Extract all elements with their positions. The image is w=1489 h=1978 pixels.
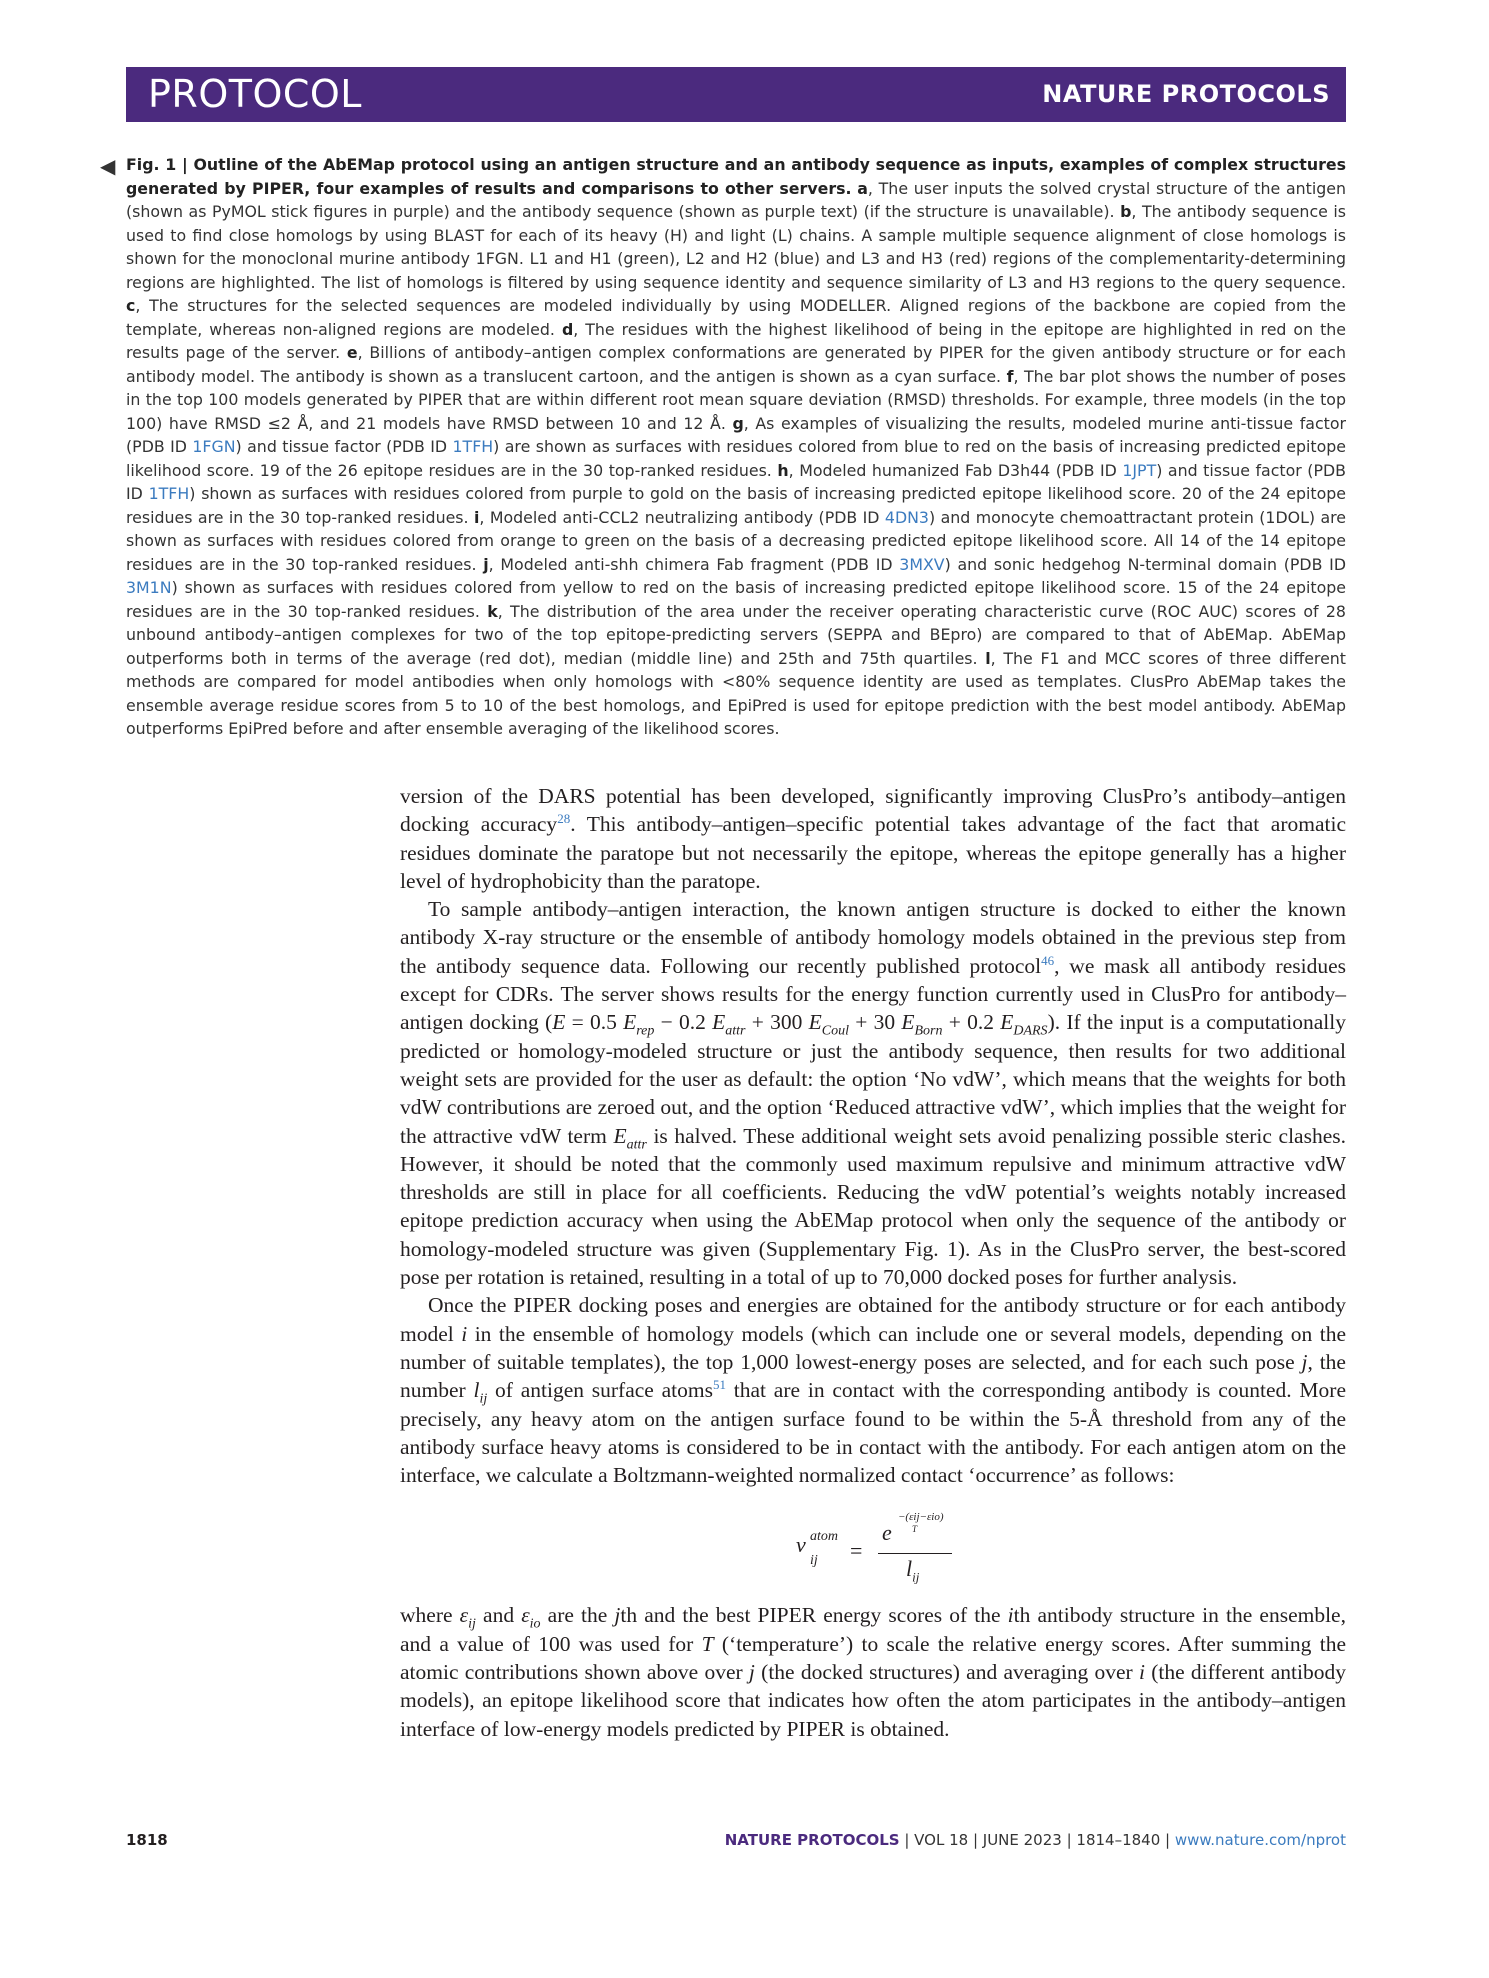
- caption-c: , The structures for the selected sequences are modeled individually by using MODELLER. Aligned regions of the backbone are copied from the template, whereas non-aligned regions are modeled.: [126, 296, 1346, 339]
- caption-h-2: ) and tissue factor (PDB ID: [126, 460, 1346, 503]
- main-body-text: [400, 782, 1346, 1743]
- panel-label-i: i: [473, 507, 480, 527]
- p1-text: version of the DARS potential has been developed, significantly improving ClusPro’s antibody–antigen docking accuracy: [400, 784, 1346, 837]
- equals-sign: =: [850, 1538, 863, 1564]
- caption-j-3: ) shown as surfaces with residues colored from yellow to red on the basis of increasing predicted epitope likelihood score. 15 of the 24 epitope residues are in the 30 top-ranked residues.: [126, 578, 1346, 621]
- panel-label-e: e: [346, 343, 358, 362]
- panel-label-d: d: [561, 319, 574, 339]
- caption-h-3: ) shown as surfaces with residues colored from purple to gold on the basis of increasing predicted epitope likelihood score. 20 of the 24 epitope residues are in the 30 top-ranked residues.: [126, 484, 1346, 527]
- panel-label-h: h: [777, 460, 789, 480]
- caption-g-3: ) are shown as surfaces with residues colored from blue to red on the basis of increasing predicted epitope likelihood score. 19 of the 26 epitope residues are in the 30 top-ranked residues.: [126, 437, 1347, 480]
- panel-label-g: g: [732, 413, 744, 433]
- figure-title: Outline of the AbEMap protocol using an antigen structure and an antibody sequence as inputs, examples of complex structures generated by PIPER, four examples of results and comparisons to other servers.: [126, 155, 1346, 198]
- energy-equation-inline: E = 0.5 $E_{rep} - 0.2$ $E_{attr} + 300$ $E_{Coul} + 30$ $E_{Born} + 0.2$ $E_{DARS}$: [552, 1010, 1048, 1039]
- symbol-l-sub: ij: [479, 1391, 488, 1407]
- panel-label-b: b: [1120, 202, 1132, 221]
- boltzmann-equation: [400, 1503, 1346, 1587]
- equation-lhs: v atom ij: [796, 1529, 838, 1569]
- panel-label-a: a: [857, 178, 868, 198]
- caption-g: , As examples of visualizing the results, modeled murine anti-tissue factor (PDB ID: [126, 413, 1346, 456]
- caption-j-2: ) and sonic hedgehog N-terminal domain (PDB ID: [944, 554, 1346, 574]
- fraction-line: [878, 1553, 952, 1554]
- caption-j: , Modeled anti-shh chimera Fab fragment (PDB ID: [488, 554, 900, 574]
- p3-text-2: in the ensemble of homology models (which can include one or several models, depending on the number of suitable templates), the top 1,000 lowest-energy poses are selected, and for each such pose: [400, 1321, 1346, 1374]
- panel-label-l: l: [985, 648, 991, 668]
- footer-volume: | VOL 18 | JUNE 2023 | 1814–1840 |: [899, 1831, 1175, 1849]
- header-bar: [126, 67, 1346, 122]
- caption-k: , The distribution of the area under the receiver operating characteristic curve (ROC AUC) scores of 28 unbound antibody–antigen complexes for two of the top epitope-predicting servers (SEPPA and BEpro) are compared to that of AbEMap. AbEMap outperforms both in terms of the average (red dot), median (middle line) and 25th and 75th quartiles.: [126, 601, 1346, 668]
- paragraph-4: where $\varepsilon_{ij}$ and $\varepsilon_{io}$ are the jth and the best PIPER energy scores of the ith antibody structure in the ensemble, and a value of 100 was used for T (‘temperature’) to scale the relative energy scores. After summing the atomic contributions shown above over j (the docked structures) and averaging over i (the different antibody models), an epitope likelihood score that indicates how often the atom participates in the antibody–antigen interface of low-energy models predicted by PIPER is obtained.: [400, 1603, 1346, 1741]
- eattr-sub: attr: [626, 1136, 647, 1152]
- caption-l: , The F1 and MCC scores of three different methods are compared for model antibodies when only homologs with <80% sequence identity are used as templates. ClusPro AbEMap takes the ensemble average residue scores from 5 to 10 of the best homologs, and EpiPred is used for epitope prediction with the best model antibody. AbEMap outperforms EpiPred before and after ensemble averaging of the likelihood scores.: [126, 648, 1346, 738]
- eattr-symbol: E: [613, 1123, 627, 1148]
- pdb-link-1fgn[interactable]: 1FGN: [192, 437, 236, 456]
- exponential-e: e: [882, 1520, 892, 1546]
- reference-46[interactable]: 46: [1041, 952, 1055, 968]
- pdb-link-1tfh-2[interactable]: 1TFH: [148, 484, 190, 503]
- exponent-denominator: T: [912, 1524, 918, 1535]
- symbol-i: i: [461, 1321, 468, 1346]
- paragraph-2: [400, 895, 1346, 1291]
- p3-text-5: that are in contact with the corresponding antibody is counted. More precisely, any heavy atom on the antigen surface found to be within the 5-Å threshold from any of the antibody surface heavy atoms is considered to be in contact with the antibody. For each antigen atom on the interface, we calculate a Boltzmann-weighted normalized contact ‘occurrence’ as follows:: [400, 1378, 1346, 1488]
- p2-text-3: ). If the input is a computationally predicted or homology-modeled structure or just the antibody sequence, then results for two additional weight sets are provided for the user as default: the option ‘No vdW’, which means that the weights for both vdW contributions are zeroed out, and the option ‘Reduced attractive vdW’, which implies that the weight for the attractive vdW term: [400, 1010, 1346, 1148]
- pdb-link-3mxv[interactable]: 3MXV: [899, 554, 945, 574]
- caption-f: , The bar plot shows the number of poses in the top 100 models generated by PIPER that are within different root mean square deviation (RMSD) thresholds. For example, three models (in the top 100) have RMSD ≤2 Å, and 21 models have RMSD between 10 and 12 Å.: [126, 366, 1346, 433]
- journal-name: NATURE PROTOCOLS: [1042, 80, 1330, 108]
- reference-51[interactable]: 51: [713, 1377, 726, 1393]
- figure-caption: [126, 153, 1346, 741]
- caption-i-2: ) and monocyte chemoattractant protein (1DOL) are shown as surfaces with residues colored from orange to green on the basis of a decreasing predicted epitope likelihood score. All 14 of the 14 epitope residues are in the 30 top-ranked residues.: [126, 507, 1346, 574]
- pdb-link-1jpt[interactable]: 1JPT: [1122, 460, 1157, 480]
- p3-text-4: of antigen surface atoms: [487, 1378, 713, 1403]
- p2-text-4: is halved. These additional weight sets avoid penalizing possible steric clashes. However, it should be noted that the commonly used maximum repulsive and minimum attractive vdW thresholds are still in place for all coefficients. Reducing the vdW potential’s weights notably increased epitope prediction accuracy when using the AbEMap protocol when only the sequence of the antibody or homology-modeled structure was given (Supplementary Fig. 1). As in the ClusPro server, the best-scored pose per rotation is retained, resulting in a total of up to 70,000 docked poses for further analysis.: [400, 1123, 1347, 1290]
- exponent: −(εij−εio): [898, 1511, 944, 1524]
- footer-url-link[interactable]: www.nature.com/nprot: [1174, 1831, 1346, 1849]
- reference-28[interactable]: 28: [557, 811, 571, 827]
- caption-g-2: ) and tissue factor (PDB ID: [235, 437, 453, 456]
- caption-h: , Modeled humanized Fab D3h44 (PDB ID: [788, 460, 1123, 480]
- pdb-link-3m1n[interactable]: 3M1N: [126, 578, 172, 597]
- panel-label-c: c: [126, 296, 136, 315]
- caption-e: , Billions of antibody–antigen complex conformations are generated by PIPER for the given antibody structure or for each antibody model. The antibody is shown as a translucent cartoon, and the antigen is shown as a cyan surface.: [126, 343, 1346, 386]
- symbol-l: l: [473, 1378, 480, 1403]
- panel-label-f: f: [1006, 366, 1014, 386]
- paragraph-1: [400, 782, 1346, 895]
- page-number: 1818: [126, 1831, 168, 1849]
- p2-text: To sample antibody–antigen interaction, the known antigen structure is docked to either the known antibody X-ray structure or the ensemble of antibody homology models obtained in the previous step from the antibody sequence data. Following our recently published protocol: [400, 897, 1346, 978]
- footer-citation: [725, 1831, 1346, 1849]
- caption-a: , The user inputs the solved crystal structure of the antigen (shown as PyMOL stick figures in purple) and the antibody sequence (shown as purple text) (if the structure is unavailable).: [126, 178, 1346, 221]
- section-label: PROTOCOL: [148, 72, 362, 116]
- caption-i: , Modeled anti-CCL2 neutralizing antibody (PDB ID: [479, 507, 885, 527]
- panel-label-j: j: [483, 554, 489, 574]
- pdb-link-4dn3[interactable]: 4DN3: [884, 507, 929, 527]
- panel-label-k: k: [487, 601, 498, 621]
- symbol-j: j: [1301, 1349, 1308, 1374]
- pdb-link-1tfh[interactable]: 1TFH: [452, 437, 494, 456]
- p3-text: Once the PIPER docking poses and energies are obtained for the antibody structure or for each antibody model: [400, 1293, 1346, 1346]
- caption-arrow-icon: ◀: [100, 154, 116, 178]
- paragraph-3: [400, 1291, 1346, 1489]
- p2-text-2: , we mask all antibody residues except for CDRs. The server shows results for the energy function currently used in ClusPro for antibody–antigen docking (: [400, 953, 1346, 1035]
- footer-journal: NATURE PROTOCOLS: [724, 1831, 900, 1849]
- caption-d: , The residues with the highest likelihood of being in the epitope are highlighted in red on the results page of the server.: [126, 319, 1346, 362]
- p1-text-2: . This antibody–antigen–specific potential takes advantage of the fact that aromatic residues dominate the paratope but not necessarily the epitope, whereas the epitope generally has a higher level of hydrophobicity than the paratope.: [400, 812, 1347, 893]
- caption-b: , The antibody sequence is used to find close homologs by using BLAST for each of its heavy (H) and light (L) chains. A sample multiple sequence alignment of close homologs is shown for the monoclonal murine antibody 1FGN. L1 and H1 (green), L2 and H2 (blue) and L3 and H3 (red) regions of the complementarity-determining regions are highlighted. The list of homologs is filtered by using sequence identity and sequence similarity of L3 and H3 regions to the query sequence.: [126, 202, 1346, 292]
- fraction-denominator: $l_{ij}$: [906, 1556, 920, 1585]
- p3-text-3: , the number: [400, 1349, 1346, 1403]
- figure-label: Fig. 1 |: [126, 155, 188, 174]
